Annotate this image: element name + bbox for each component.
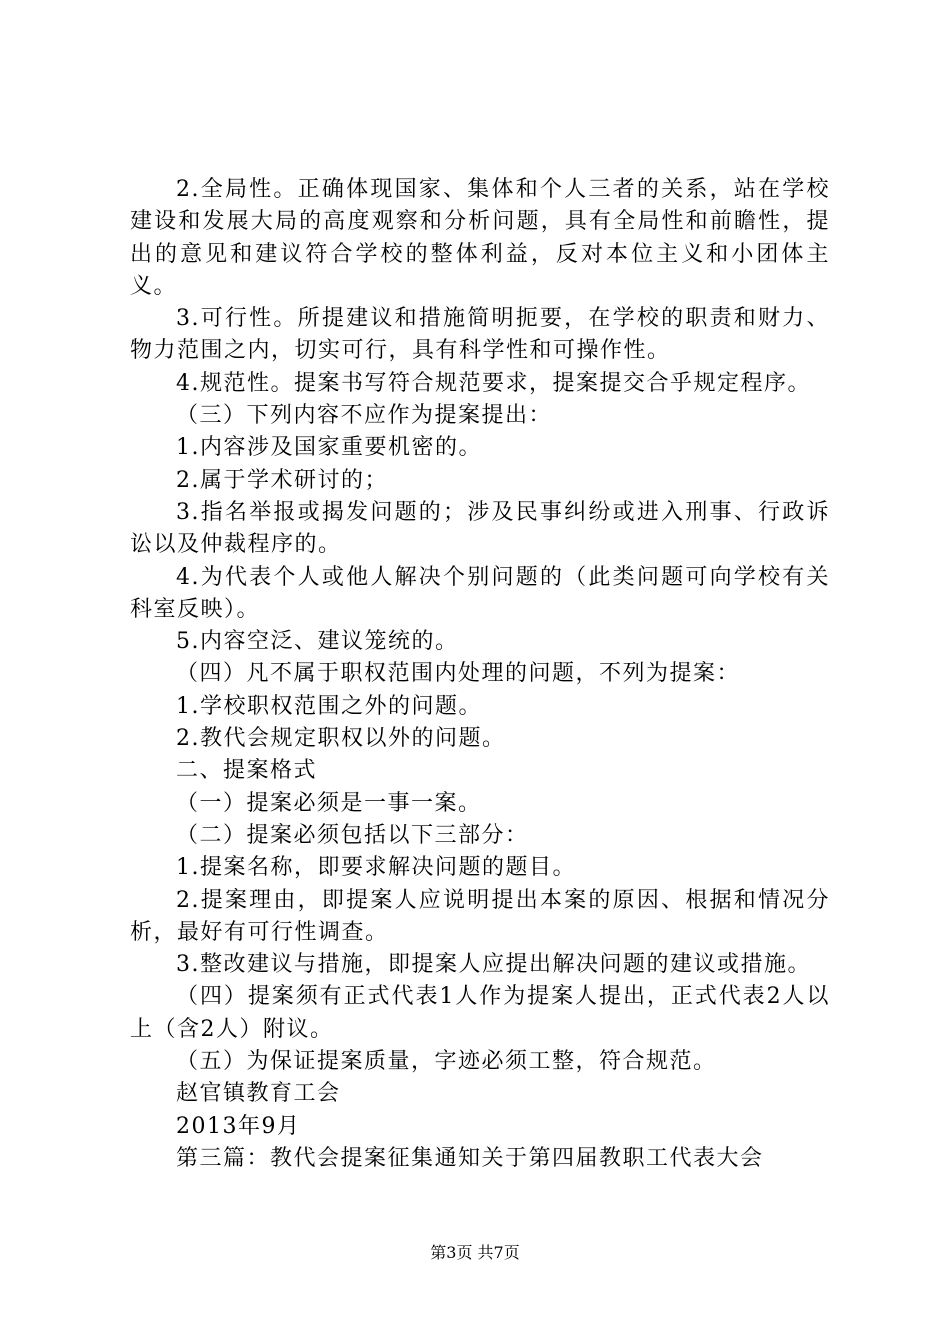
signature-date: 2013年9月 bbox=[176, 1113, 301, 1139]
list-item: 1.提案名称，即要求解决问题的题目。 bbox=[176, 855, 576, 881]
list-item: （一）提案必须是一事一案。 bbox=[176, 790, 482, 816]
page-footer bbox=[0, 1243, 950, 1263]
list-item: 3.指名举报或揭发问题的；涉及民事纠纷或进入刑事、行政诉讼以及仲裁程序的。 bbox=[130, 499, 830, 558]
document-body bbox=[130, 174, 830, 1175]
section-heading-proposal-format: 二、提案格式 bbox=[176, 758, 318, 784]
list-item: 2.属于学术研讨的； bbox=[176, 467, 388, 493]
list-item: 5.内容空泛、建议笼统的。 bbox=[176, 629, 459, 655]
paragraph-overall: 2.全局性。正确体现国家、集体和个人三者的关系，站在学校建设和发展大局的高度观察和分析问题，具有全局性和前瞻性，提出的意见和建议符合学校的整体利益，反对本位主义和小团体主义。 bbox=[130, 177, 830, 299]
list-item: 2.教代会规定职权以外的问题。 bbox=[176, 726, 506, 752]
signature-organization: 赵官镇教育工会 bbox=[176, 1081, 341, 1107]
list-item: （二）提案必须包括以下三部分： bbox=[176, 822, 529, 848]
page-number-label: 第3页 共7页 bbox=[430, 1243, 520, 1262]
section-heading-excluded-content: （三）下列内容不应作为提案提出： bbox=[176, 403, 553, 429]
list-item: （五）为保证提案质量，字迹必须工整，符合规范。 bbox=[176, 1049, 717, 1075]
next-section-title: 第三篇：教代会提案征集通知关于第四届教职工代表大会 bbox=[176, 1145, 764, 1171]
paragraph-normative: 4.规范性。提案书写符合规范要求，提案提交合乎规定程序。 bbox=[176, 370, 811, 396]
section-heading-out-of-scope: （四）凡不属于职权范围内处理的问题，不列为提案： bbox=[176, 661, 741, 687]
list-item: （四）提案须有正式代表1人作为提案人提出，正式代表2人以上（含2人）附议。 bbox=[130, 984, 830, 1042]
paragraph-feasibility: 3.可行性。所提建议和措施简明扼要，在学校的职责和财力、物力范围之内，切实可行，具有科学性和可操作性。 bbox=[130, 306, 830, 364]
list-item: 3.整改建议与措施，即提案人应提出解决问题的建议或措施。 bbox=[176, 952, 811, 978]
list-item: 4.为代表个人或他人解决个别问题的（此类问题可向学校有关科室反映）。 bbox=[130, 564, 830, 622]
list-item: 1.内容涉及国家重要机密的。 bbox=[176, 435, 482, 461]
list-item: 1.学校职权范围之外的问题。 bbox=[176, 693, 482, 719]
list-item: 2.提案理由，即提案人应说明提出本案的原因、根据和情况分析，最好有可行性调查。 bbox=[130, 887, 830, 945]
